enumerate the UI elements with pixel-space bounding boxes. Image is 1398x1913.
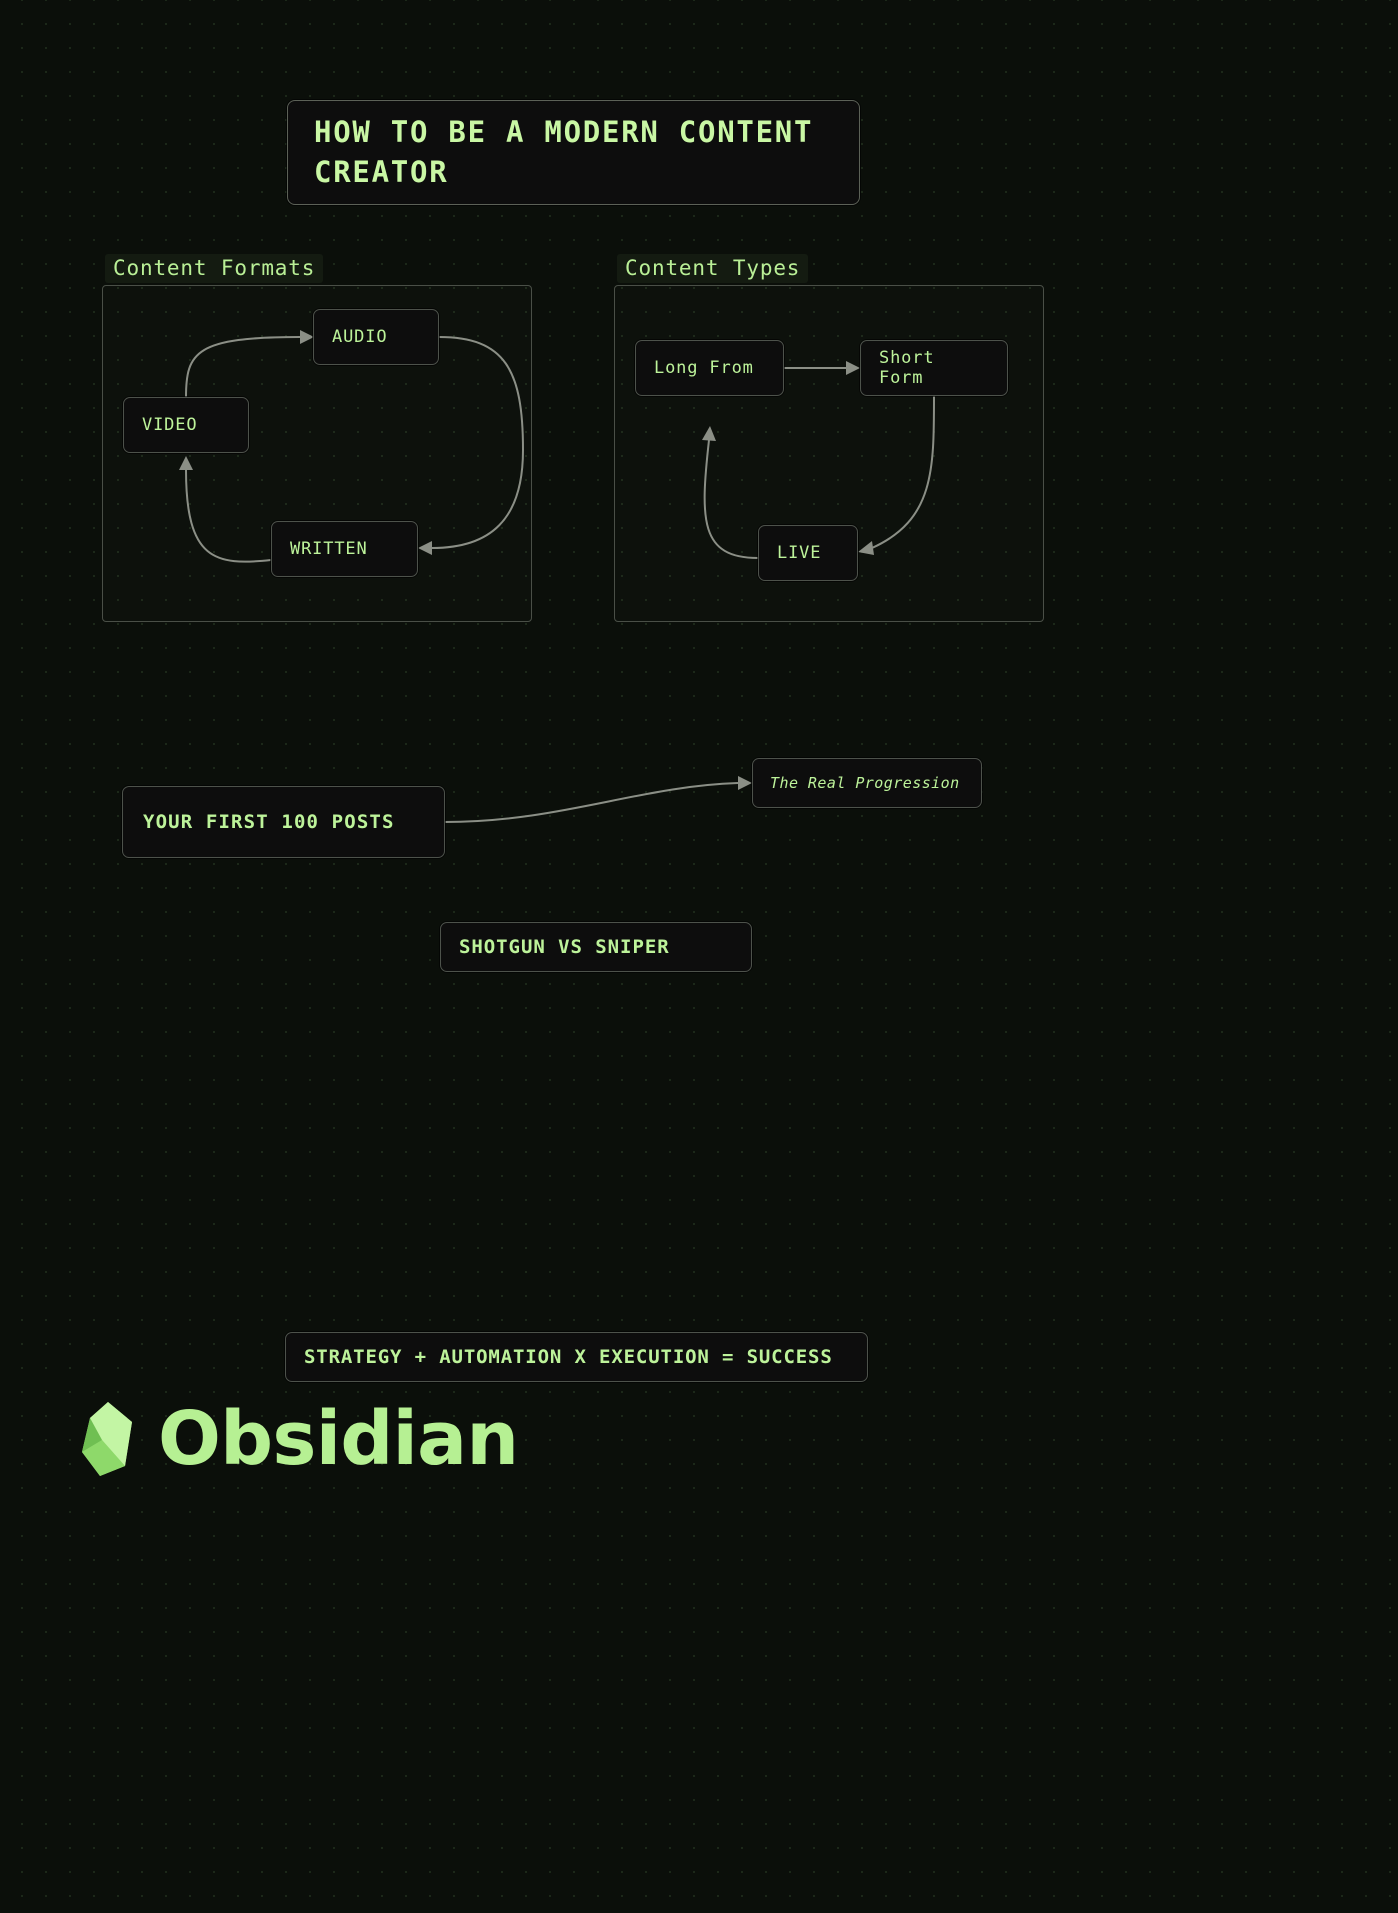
- node-written-label: WRITTEN: [290, 539, 368, 559]
- obsidian-gem-icon: [78, 1400, 140, 1478]
- node-video[interactable]: [123, 397, 249, 453]
- node-short-form[interactable]: [860, 340, 1008, 396]
- node-your-first-100-posts[interactable]: [122, 786, 445, 858]
- node-progression-label: The Real Progression: [770, 774, 960, 792]
- obsidian-logo: [78, 1396, 519, 1482]
- node-live-label: LIVE: [777, 543, 822, 563]
- node-live[interactable]: [758, 525, 858, 581]
- edge-arrow-progression: [738, 776, 752, 790]
- page-title: HOW TO BE A MODERN CONTENT CREATOR: [314, 115, 814, 189]
- node-long-form[interactable]: [635, 340, 784, 396]
- node-audio[interactable]: [313, 309, 439, 365]
- node-formula-label: STRATEGY + AUTOMATION X EXECUTION = SUCCESS: [304, 1346, 833, 1368]
- title-card[interactable]: [287, 100, 860, 205]
- node-the-real-progression[interactable]: [752, 758, 982, 808]
- group-label-content-formats: Content Formats: [105, 254, 323, 283]
- node-shotgun-vs-sniper[interactable]: [440, 922, 752, 972]
- node-success-formula[interactable]: [285, 1332, 868, 1382]
- node-short-form-label: Short Form: [879, 348, 935, 388]
- node-audio-label: AUDIO: [332, 327, 388, 347]
- node-long-form-label: Long From: [654, 358, 754, 378]
- node-first-100-label: YOUR FIRST 100 POSTS: [143, 811, 395, 833]
- group-label-content-types: Content Types: [617, 254, 808, 283]
- node-video-label: VIDEO: [142, 415, 198, 435]
- edge-first100-to-progression: [445, 783, 738, 822]
- obsidian-wordmark: Obsidian: [158, 1396, 519, 1482]
- node-shotgun-label: SHOTGUN VS SNIPER: [459, 936, 670, 958]
- node-written[interactable]: [271, 521, 418, 577]
